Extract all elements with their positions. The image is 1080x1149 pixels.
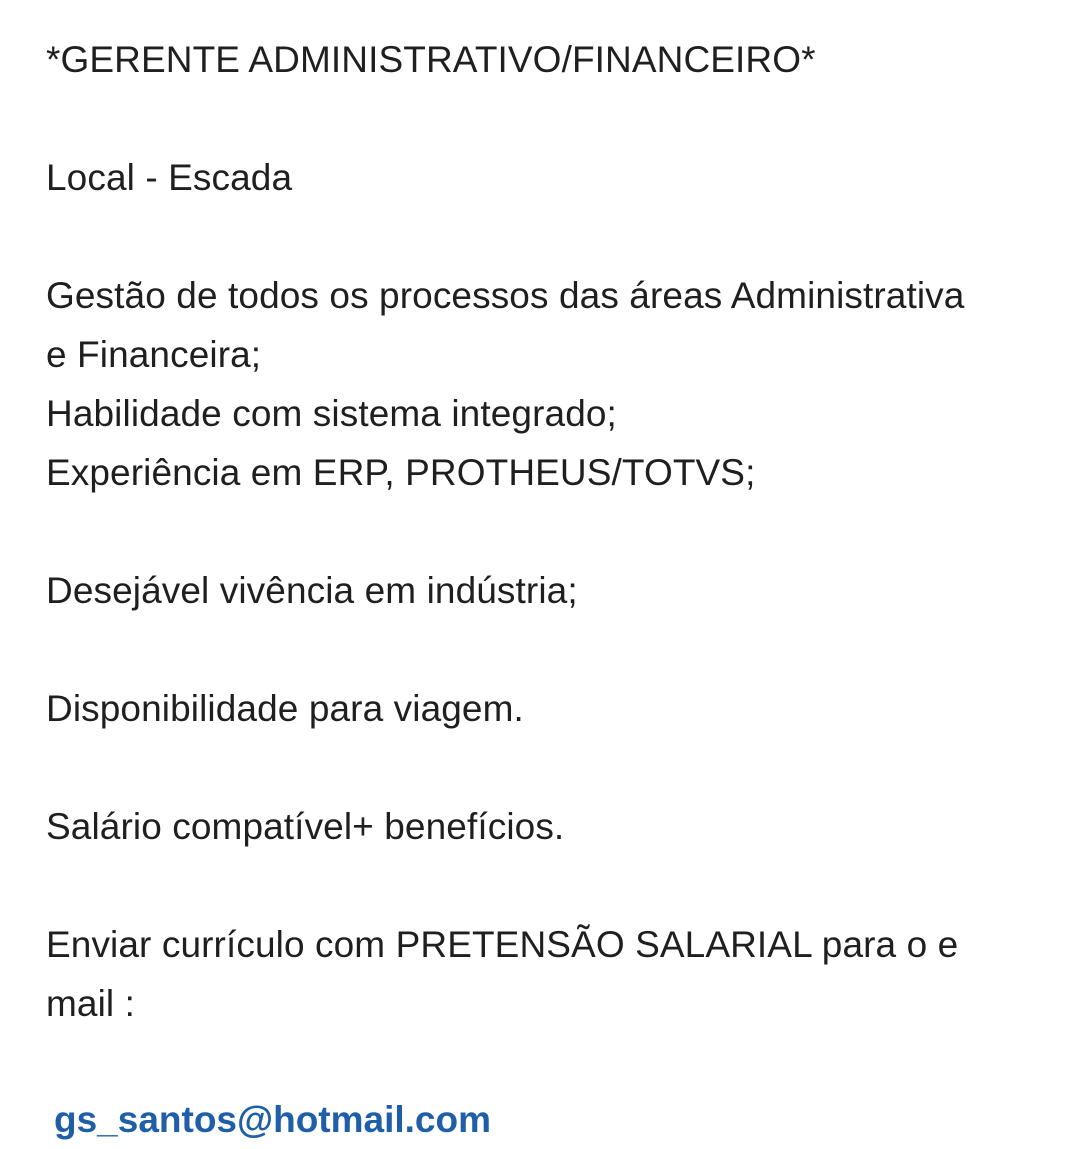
job-title: *GERENTE ADMINISTRATIVO/FINANCEIRO* (46, 39, 816, 80)
availability-line: Disponibilidade para viagem. (46, 688, 524, 729)
spacer (46, 738, 1046, 797)
requirement-line: Experiência em ERP, PROTHEUS/TOTVS; (46, 452, 756, 493)
instruction-line: Enviar currículo com PRETENSÃO SALARIAL para o e (46, 924, 959, 965)
requirement-line: e Financeira; (46, 334, 262, 375)
job-location: Local - Escada (46, 157, 293, 198)
spacer (46, 856, 1046, 915)
spacer (46, 89, 1046, 148)
email-link[interactable]: gs_santos@hotmail.com (54, 1099, 492, 1140)
instruction-line: mail : (46, 983, 135, 1024)
requirement-line: Gestão de todos os processos das áreas Administrativa (46, 275, 965, 316)
spacer (46, 207, 1046, 266)
desirable-line: Desejável vivência em indústria; (46, 570, 578, 611)
job-post-message (46, 30, 1046, 1033)
salary-line: Salário compatível+ benefícios. (46, 806, 565, 847)
spacer (46, 502, 1046, 561)
requirement-line: Habilidade com sistema integrado; (46, 393, 617, 434)
spacer (46, 620, 1046, 679)
